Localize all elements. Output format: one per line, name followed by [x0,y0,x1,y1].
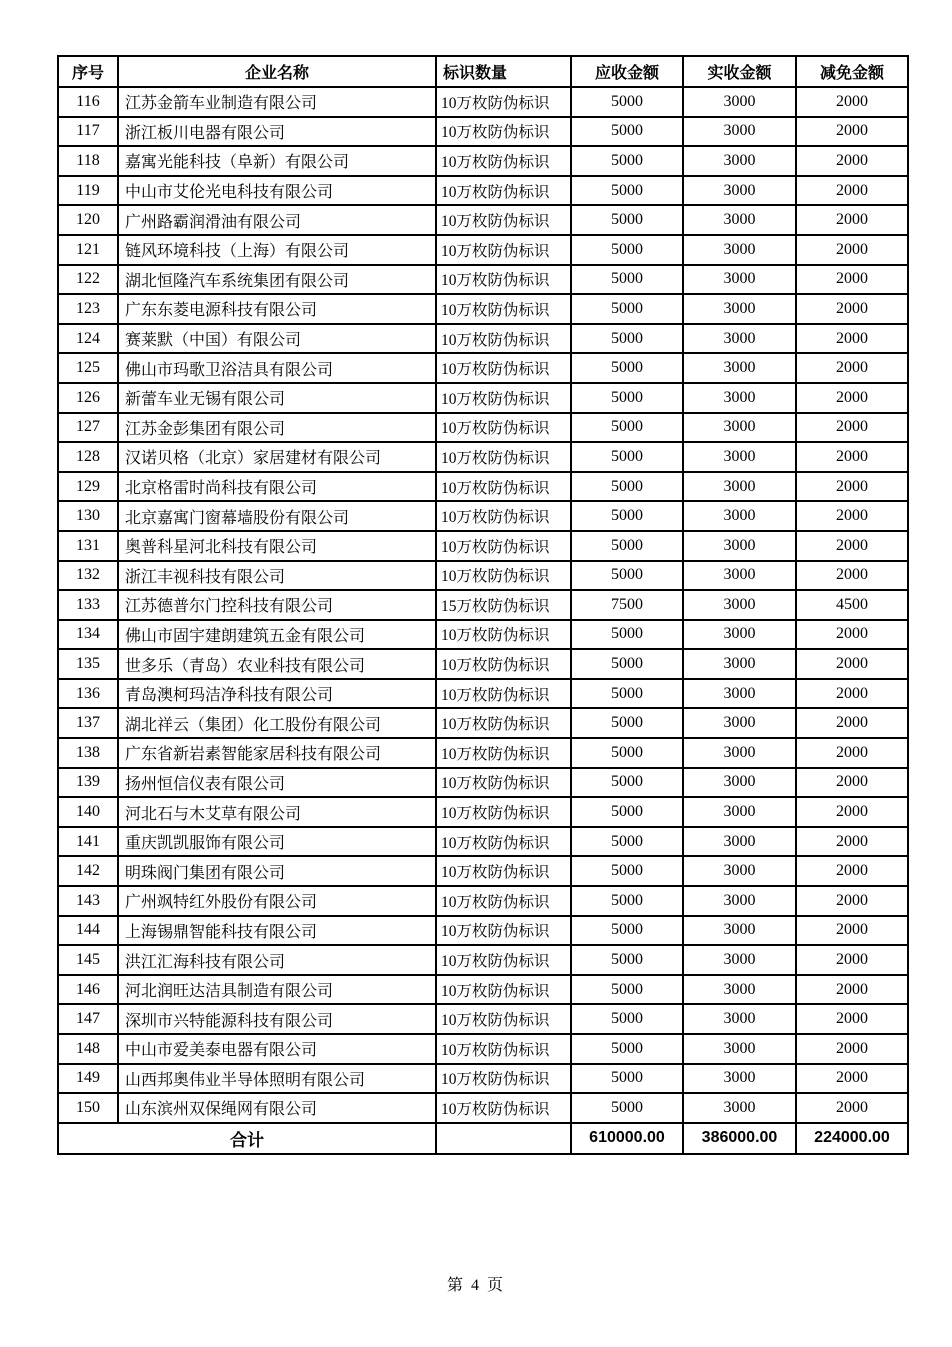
row-received-amount: 3000 [683,442,796,472]
row-receivable-amount: 5000 [571,945,683,975]
row-received-amount: 3000 [683,87,796,117]
row-receivable-amount: 5000 [571,561,683,591]
row-company-name: 汉诺贝格（北京）家居建材有限公司 [118,442,436,472]
row-reduction-amount: 2000 [796,1093,908,1123]
table-row [58,649,908,679]
row-seq: 145 [58,945,118,975]
row-seq: 143 [58,886,118,916]
table-row [58,561,908,591]
row-reduction-amount: 2000 [796,768,908,798]
row-received-amount: 3000 [683,1093,796,1123]
row-receivable-amount: 5000 [571,1064,683,1094]
row-label-quantity: 10万枚防伪标识 [436,738,571,768]
row-receivable-amount: 5000 [571,679,683,709]
table-row [58,1004,908,1034]
row-seq: 129 [58,472,118,502]
row-received-amount: 3000 [683,205,796,235]
row-receivable-amount: 5000 [571,235,683,265]
row-reduction-amount: 2000 [796,501,908,531]
row-received-amount: 3000 [683,413,796,443]
row-company-name: 链风环境科技（上海）有限公司 [118,235,436,265]
row-company-name: 江苏金彭集团有限公司 [118,413,436,443]
row-received-amount: 3000 [683,353,796,383]
row-receivable-amount: 5000 [571,916,683,946]
row-receivable-amount: 5000 [571,176,683,206]
row-label-quantity: 10万枚防伪标识 [436,679,571,709]
row-label-quantity: 10万枚防伪标识 [436,916,571,946]
row-receivable-amount: 5000 [571,975,683,1005]
table-row [58,1034,908,1064]
row-label-quantity: 10万枚防伪标识 [436,146,571,176]
row-receivable-amount: 5000 [571,768,683,798]
row-reduction-amount: 2000 [796,146,908,176]
row-company-name: 山东滨州双保绳网有限公司 [118,1093,436,1123]
header-label-quantity: 标识数量 [436,56,571,87]
row-company-name: 佛山市玛歌卫浴洁具有限公司 [118,353,436,383]
row-reduction-amount: 2000 [796,353,908,383]
row-company-name: 上海锡鼎智能科技有限公司 [118,916,436,946]
table-row [58,87,908,117]
row-label-quantity: 10万枚防伪标识 [436,1093,571,1123]
row-receivable-amount: 5000 [571,797,683,827]
table-row [58,383,908,413]
row-seq: 149 [58,1064,118,1094]
row-reduction-amount: 2000 [796,916,908,946]
table-row [58,324,908,354]
header-reduction-amount: 减免金额 [796,56,908,87]
row-company-name: 浙江板川电器有限公司 [118,117,436,147]
table-row [58,353,908,383]
row-company-name: 江苏金箭车业制造有限公司 [118,87,436,117]
row-label-quantity: 10万枚防伪标识 [436,87,571,117]
row-company-name: 中山市爱美泰电器有限公司 [118,1034,436,1064]
row-received-amount: 3000 [683,531,796,561]
row-received-amount: 3000 [683,768,796,798]
row-reduction-amount: 2000 [796,561,908,591]
row-received-amount: 3000 [683,620,796,650]
table-row [58,413,908,443]
row-label-quantity: 10万枚防伪标识 [436,324,571,354]
table-row [58,620,908,650]
row-receivable-amount: 5000 [571,738,683,768]
row-company-name: 广州飒特红外股份有限公司 [118,886,436,916]
table-row [58,768,908,798]
row-receivable-amount: 5000 [571,146,683,176]
row-seq: 125 [58,353,118,383]
row-company-name: 奥普科星河北科技有限公司 [118,531,436,561]
row-reduction-amount: 2000 [796,708,908,738]
table-header [58,56,908,87]
row-label-quantity: 10万枚防伪标识 [436,797,571,827]
row-reduction-amount: 2000 [796,797,908,827]
row-received-amount: 3000 [683,383,796,413]
total-receivable: 610000.00 [571,1123,683,1154]
row-reduction-amount: 2000 [796,1064,908,1094]
table-row [58,205,908,235]
row-reduction-amount: 2000 [796,413,908,443]
row-company-name: 广州路霸润滑油有限公司 [118,205,436,235]
row-received-amount: 3000 [683,324,796,354]
row-company-name: 广东东菱电源科技有限公司 [118,294,436,324]
row-label-quantity: 10万枚防伪标识 [436,383,571,413]
row-reduction-amount: 2000 [796,531,908,561]
page-number: 第 4 页 [446,1277,505,1294]
row-company-name: 深圳市兴特能源科技有限公司 [118,1004,436,1034]
row-seq: 128 [58,442,118,472]
row-receivable-amount: 7500 [571,590,683,620]
table-row [58,738,908,768]
row-seq: 142 [58,856,118,886]
row-label-quantity: 10万枚防伪标识 [436,708,571,738]
row-company-name: 广东省新岩素智能家居科技有限公司 [118,738,436,768]
row-reduction-amount: 2000 [796,1004,908,1034]
row-seq: 130 [58,501,118,531]
row-receivable-amount: 5000 [571,353,683,383]
row-receivable-amount: 5000 [571,649,683,679]
row-received-amount: 3000 [683,146,796,176]
row-received-amount: 3000 [683,501,796,531]
fee-table [57,55,909,1155]
row-label-quantity: 10万枚防伪标识 [436,531,571,561]
row-received-amount: 3000 [683,886,796,916]
row-label-quantity: 10万枚防伪标识 [436,827,571,857]
row-reduction-amount: 2000 [796,620,908,650]
row-receivable-amount: 5000 [571,472,683,502]
table-row [58,827,908,857]
row-received-amount: 3000 [683,797,796,827]
row-seq: 123 [58,294,118,324]
row-receivable-amount: 5000 [571,294,683,324]
row-receivable-amount: 5000 [571,265,683,295]
row-label-quantity: 10万枚防伪标识 [436,117,571,147]
header-row [58,56,908,87]
row-company-name: 嘉寓光能科技（阜新）有限公司 [118,146,436,176]
table-body [58,87,908,1123]
header-seq: 序号 [58,56,118,87]
row-label-quantity: 10万枚防伪标识 [436,649,571,679]
row-received-amount: 3000 [683,1064,796,1094]
row-received-amount: 3000 [683,827,796,857]
row-label-quantity: 15万枚防伪标识 [436,590,571,620]
row-company-name: 河北润旺达洁具制造有限公司 [118,975,436,1005]
row-receivable-amount: 5000 [571,413,683,443]
row-reduction-amount: 2000 [796,1034,908,1064]
row-seq: 126 [58,383,118,413]
row-seq: 116 [58,87,118,117]
row-received-amount: 3000 [683,1004,796,1034]
row-reduction-amount: 2000 [796,945,908,975]
row-seq: 141 [58,827,118,857]
row-received-amount: 3000 [683,1034,796,1064]
row-seq: 135 [58,649,118,679]
row-receivable-amount: 5000 [571,708,683,738]
row-seq: 121 [58,235,118,265]
row-received-amount: 3000 [683,176,796,206]
row-seq: 124 [58,324,118,354]
row-reduction-amount: 2000 [796,87,908,117]
row-receivable-amount: 5000 [571,620,683,650]
table-row [58,235,908,265]
table-row [58,856,908,886]
row-company-name: 河北石与木艾草有限公司 [118,797,436,827]
row-seq: 146 [58,975,118,1005]
row-label-quantity: 10万枚防伪标识 [436,294,571,324]
row-receivable-amount: 5000 [571,1034,683,1064]
table-row [58,146,908,176]
row-company-name: 重庆凯凯服饰有限公司 [118,827,436,857]
table-footer [58,1123,908,1154]
row-company-name: 湖北祥云（集团）化工股份有限公司 [118,708,436,738]
row-reduction-amount: 2000 [796,649,908,679]
row-company-name: 北京嘉寓门窗幕墙股份有限公司 [118,501,436,531]
table-row [58,797,908,827]
row-label-quantity: 10万枚防伪标识 [436,561,571,591]
row-seq: 137 [58,708,118,738]
row-company-name: 新蕾车业无锡有限公司 [118,383,436,413]
row-seq: 133 [58,590,118,620]
row-seq: 131 [58,531,118,561]
row-company-name: 青岛澳柯玛洁净科技有限公司 [118,679,436,709]
row-seq: 122 [58,265,118,295]
header-received-amount: 实收金额 [683,56,796,87]
row-received-amount: 3000 [683,916,796,946]
row-company-name: 浙江丰视科技有限公司 [118,561,436,591]
row-seq: 119 [58,176,118,206]
row-reduction-amount: 4500 [796,590,908,620]
row-receivable-amount: 5000 [571,886,683,916]
row-received-amount: 3000 [683,117,796,147]
row-company-name: 山西邦奥伟业半导体照明有限公司 [118,1064,436,1094]
row-reduction-amount: 2000 [796,176,908,206]
table-row [58,945,908,975]
row-seq: 139 [58,768,118,798]
table-row [58,708,908,738]
row-received-amount: 3000 [683,294,796,324]
row-received-amount: 3000 [683,738,796,768]
table-row [58,1064,908,1094]
row-receivable-amount: 5000 [571,501,683,531]
row-seq: 140 [58,797,118,827]
row-received-amount: 3000 [683,975,796,1005]
row-reduction-amount: 2000 [796,679,908,709]
row-seq: 118 [58,146,118,176]
row-seq: 127 [58,413,118,443]
table-row [58,531,908,561]
row-company-name: 中山市艾伦光电科技有限公司 [118,176,436,206]
row-label-quantity: 10万枚防伪标识 [436,1034,571,1064]
row-reduction-amount: 2000 [796,827,908,857]
table-row [58,975,908,1005]
row-receivable-amount: 5000 [571,856,683,886]
row-seq: 132 [58,561,118,591]
row-reduction-amount: 2000 [796,442,908,472]
table-row [58,916,908,946]
row-received-amount: 3000 [683,235,796,265]
table-row [58,442,908,472]
row-label-quantity: 10万枚防伪标识 [436,353,571,383]
row-receivable-amount: 5000 [571,117,683,147]
row-reduction-amount: 2000 [796,324,908,354]
row-receivable-amount: 5000 [571,531,683,561]
row-seq: 117 [58,117,118,147]
total-label: 合计 [58,1123,436,1154]
table-row [58,117,908,147]
row-label-quantity: 10万枚防伪标识 [436,620,571,650]
row-received-amount: 3000 [683,708,796,738]
row-reduction-amount: 2000 [796,265,908,295]
row-label-quantity: 10万枚防伪标识 [436,413,571,443]
table-row [58,886,908,916]
row-reduction-amount: 2000 [796,294,908,324]
row-label-quantity: 10万枚防伪标识 [436,1064,571,1094]
row-seq: 134 [58,620,118,650]
table-row [58,590,908,620]
row-reduction-amount: 2000 [796,856,908,886]
header-receivable-amount: 应收金额 [571,56,683,87]
row-receivable-amount: 5000 [571,827,683,857]
row-seq: 150 [58,1093,118,1123]
row-company-name: 赛莱默（中国）有限公司 [118,324,436,354]
row-label-quantity: 10万枚防伪标识 [436,1004,571,1034]
row-received-amount: 3000 [683,472,796,502]
row-label-quantity: 10万枚防伪标识 [436,235,571,265]
table-row [58,176,908,206]
total-reduction: 224000.00 [796,1123,908,1154]
row-reduction-amount: 2000 [796,205,908,235]
row-receivable-amount: 5000 [571,442,683,472]
row-receivable-amount: 5000 [571,1004,683,1034]
row-receivable-amount: 5000 [571,87,683,117]
row-label-quantity: 10万枚防伪标识 [436,886,571,916]
row-company-name: 扬州恒信仪表有限公司 [118,768,436,798]
row-reduction-amount: 2000 [796,472,908,502]
row-label-quantity: 10万枚防伪标识 [436,856,571,886]
row-received-amount: 3000 [683,590,796,620]
row-label-quantity: 10万枚防伪标识 [436,945,571,975]
table-row [58,265,908,295]
row-label-quantity: 10万枚防伪标识 [436,768,571,798]
row-receivable-amount: 5000 [571,205,683,235]
row-received-amount: 3000 [683,856,796,886]
row-seq: 136 [58,679,118,709]
row-label-quantity: 10万枚防伪标识 [436,472,571,502]
row-seq: 147 [58,1004,118,1034]
row-label-quantity: 10万枚防伪标识 [436,501,571,531]
row-receivable-amount: 5000 [571,1093,683,1123]
table-row [58,294,908,324]
total-received: 386000.00 [683,1123,796,1154]
row-company-name: 佛山市固宇建朗建筑五金有限公司 [118,620,436,650]
total-row [58,1123,908,1154]
row-reduction-amount: 2000 [796,117,908,147]
row-reduction-amount: 2000 [796,975,908,1005]
row-received-amount: 3000 [683,265,796,295]
row-label-quantity: 10万枚防伪标识 [436,975,571,1005]
table-row [58,472,908,502]
row-label-quantity: 10万枚防伪标识 [436,265,571,295]
row-company-name: 湖北恒隆汽车系统集团有限公司 [118,265,436,295]
row-seq: 120 [58,205,118,235]
table-row [58,679,908,709]
row-reduction-amount: 2000 [796,738,908,768]
row-reduction-amount: 2000 [796,383,908,413]
row-seq: 144 [58,916,118,946]
row-reduction-amount: 2000 [796,886,908,916]
row-company-name: 北京格雷时尚科技有限公司 [118,472,436,502]
total-quantity-empty [436,1123,571,1154]
row-received-amount: 3000 [683,679,796,709]
row-company-name: 明珠阀门集团有限公司 [118,856,436,886]
row-received-amount: 3000 [683,649,796,679]
row-received-amount: 3000 [683,945,796,975]
row-seq: 138 [58,738,118,768]
row-company-name: 世多乐（青岛）农业科技有限公司 [118,649,436,679]
row-label-quantity: 10万枚防伪标识 [436,442,571,472]
row-company-name: 江苏德普尔门控科技有限公司 [118,590,436,620]
row-label-quantity: 10万枚防伪标识 [436,176,571,206]
row-reduction-amount: 2000 [796,235,908,265]
table-row [58,501,908,531]
row-receivable-amount: 5000 [571,383,683,413]
row-received-amount: 3000 [683,561,796,591]
row-seq: 148 [58,1034,118,1064]
row-company-name: 洪江汇海科技有限公司 [118,945,436,975]
header-company-name: 企业名称 [118,56,436,87]
row-label-quantity: 10万枚防伪标识 [436,205,571,235]
table-row [58,1093,908,1123]
row-receivable-amount: 5000 [571,324,683,354]
